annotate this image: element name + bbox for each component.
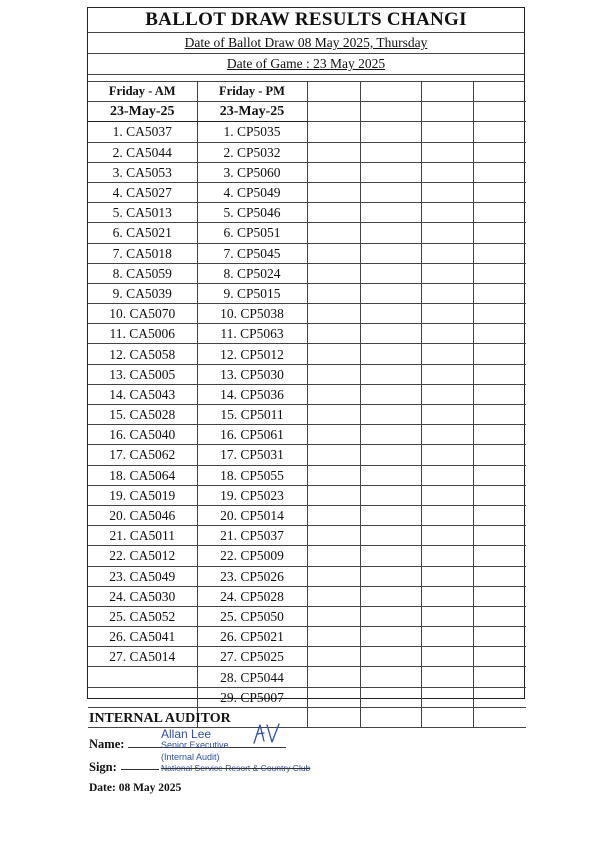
am-result-cell: 1. CA5037	[88, 122, 197, 142]
pm-result-cell: 2. CP5032	[197, 142, 307, 162]
ballot-draw-date-row	[88, 33, 524, 54]
pm-result-cell: 15. CP5011	[197, 405, 307, 425]
empty-cell	[473, 82, 526, 102]
empty-cell	[307, 263, 360, 283]
empty-cell	[421, 102, 473, 122]
result-row	[88, 162, 526, 182]
pm-result-cell: 27. CP5025	[197, 647, 307, 667]
empty-cell	[421, 505, 473, 525]
empty-cell	[473, 122, 526, 142]
empty-cell	[88, 687, 197, 707]
pm-session-header: Friday - PM	[197, 82, 307, 102]
empty-cell	[473, 384, 526, 404]
empty-cell	[88, 667, 197, 687]
date-header-row	[88, 102, 526, 122]
am-result-cell: 6. CA5021	[88, 223, 197, 243]
empty-cell	[421, 182, 473, 202]
pm-result-cell: 18. CP5055	[197, 465, 307, 485]
result-row	[88, 485, 526, 505]
empty-cell	[360, 364, 421, 384]
empty-cell	[307, 647, 360, 667]
empty-cell	[473, 324, 526, 344]
am-result-cell: 15. CA5028	[88, 405, 197, 425]
empty-cell	[307, 586, 360, 606]
pm-result-cell: 13. CP5030	[197, 364, 307, 384]
empty-cell	[421, 566, 473, 586]
am-result-cell: 13. CA5005	[88, 364, 197, 384]
empty-cell	[307, 344, 360, 364]
pm-result-cell: 28. CP5044	[197, 667, 307, 687]
empty-cell	[421, 82, 473, 102]
header-spacer	[88, 75, 524, 82]
empty-cell	[360, 647, 421, 667]
empty-cell	[473, 243, 526, 263]
empty-cell	[473, 586, 526, 606]
result-row	[88, 526, 526, 546]
empty-cell	[421, 203, 473, 223]
empty-cell	[307, 283, 360, 303]
empty-cell	[421, 223, 473, 243]
am-result-cell: 22. CA5012	[88, 546, 197, 566]
result-row	[88, 586, 526, 606]
result-row	[88, 344, 526, 364]
empty-cell	[360, 344, 421, 364]
game-date-row	[88, 54, 524, 75]
result-row	[88, 667, 526, 687]
name-label: Name:	[89, 737, 125, 751]
empty-cell	[473, 566, 526, 586]
empty-cell	[421, 707, 473, 727]
pm-result-cell: 29. CP5007	[197, 687, 307, 707]
empty-cell	[421, 687, 473, 707]
pm-result-cell: 16. CP5061	[197, 425, 307, 445]
empty-cell	[307, 122, 360, 142]
empty-cell	[473, 546, 526, 566]
empty-cell	[307, 162, 360, 182]
empty-cell	[307, 425, 360, 445]
game-date: Date of Game : 23 May 2025	[226, 56, 386, 71]
empty-cell	[421, 606, 473, 626]
empty-cell	[307, 203, 360, 223]
pm-result-cell: 6. CP5051	[197, 223, 307, 243]
empty-cell	[360, 667, 421, 687]
pm-result-cell: 4. CP5049	[197, 182, 307, 202]
empty-cell	[360, 263, 421, 283]
empty-cell	[473, 223, 526, 243]
empty-cell	[473, 707, 526, 727]
result-row	[88, 122, 526, 142]
ballot-draw-date: Date of Ballot Draw 08 May 2025, Thursday	[184, 35, 428, 50]
empty-cell	[360, 485, 421, 505]
empty-cell	[360, 203, 421, 223]
pm-result-cell: 19. CP5023	[197, 485, 307, 505]
am-result-cell: 4. CA5027	[88, 182, 197, 202]
result-row	[88, 304, 526, 324]
pm-result-cell: 22. CP5009	[197, 546, 307, 566]
stamp-title: Senior Executive	[161, 740, 229, 750]
empty-cell	[421, 122, 473, 142]
empty-cell	[421, 142, 473, 162]
empty-cell	[307, 707, 360, 727]
am-result-cell: 25. CA5052	[88, 606, 197, 626]
empty-cell	[421, 344, 473, 364]
empty-cell	[473, 304, 526, 324]
empty-cell	[421, 546, 473, 566]
result-row	[88, 687, 526, 707]
stamp-dept: (Internal Audit)	[161, 752, 220, 762]
empty-cell	[421, 445, 473, 465]
empty-cell	[473, 667, 526, 687]
empty-cell	[421, 162, 473, 182]
result-row	[88, 223, 526, 243]
pm-result-cell: 7. CP5045	[197, 243, 307, 263]
empty-cell	[307, 606, 360, 626]
pm-result-cell: 11. CP5063	[197, 324, 307, 344]
am-result-cell: 18. CA5064	[88, 465, 197, 485]
am-date-header: 23-May-25	[88, 102, 197, 122]
pm-result-cell: 24. CP5028	[197, 586, 307, 606]
result-row	[88, 142, 526, 162]
empty-cell	[360, 687, 421, 707]
empty-cell	[473, 465, 526, 485]
empty-cell	[360, 505, 421, 525]
am-session-header: Friday - AM	[88, 82, 197, 102]
am-result-cell: 10. CA5070	[88, 304, 197, 324]
am-result-cell: 27. CA5014	[88, 647, 197, 667]
result-row	[88, 405, 526, 425]
empty-cell	[360, 304, 421, 324]
empty-cell	[307, 667, 360, 687]
empty-cell	[421, 243, 473, 263]
empty-cell	[360, 324, 421, 344]
empty-cell	[307, 324, 360, 344]
empty-cell	[473, 162, 526, 182]
empty-cell	[360, 627, 421, 647]
empty-cell	[473, 505, 526, 525]
empty-cell	[473, 485, 526, 505]
empty-cell	[307, 384, 360, 404]
empty-cell	[307, 546, 360, 566]
am-result-cell: 16. CA5040	[88, 425, 197, 445]
pm-result-cell: 25. CP5050	[197, 606, 307, 626]
pm-result-cell: 12. CP5012	[197, 344, 307, 364]
internal-auditor-heading: INTERNAL AUDITOR	[89, 711, 231, 726]
result-row	[88, 203, 526, 223]
empty-cell	[360, 243, 421, 263]
empty-cell	[473, 102, 526, 122]
am-result-cell: 7. CA5018	[88, 243, 197, 263]
result-row	[88, 263, 526, 283]
result-row	[88, 364, 526, 384]
am-result-cell: 9. CA5039	[88, 283, 197, 303]
empty-cell	[473, 687, 526, 707]
am-result-cell: 26. CA5041	[88, 627, 197, 647]
stamp-org: National Service Resort & Country Club	[161, 763, 311, 773]
empty-cell	[307, 364, 360, 384]
pm-result-cell: 10. CP5038	[197, 304, 307, 324]
result-row	[88, 647, 526, 667]
pm-result-cell: 21. CP5037	[197, 526, 307, 546]
empty-cell	[307, 142, 360, 162]
empty-cell	[473, 142, 526, 162]
session-header-row	[88, 82, 526, 102]
am-result-cell: 11. CA5006	[88, 324, 197, 344]
empty-cell	[473, 526, 526, 546]
empty-cell	[360, 465, 421, 485]
document-title: BALLOT DRAW RESULTS CHANGI	[88, 8, 524, 33]
empty-cell	[360, 425, 421, 445]
sign-line	[121, 757, 159, 770]
empty-cell	[421, 586, 473, 606]
result-row	[88, 425, 526, 445]
empty-cell	[473, 182, 526, 202]
empty-cell	[473, 405, 526, 425]
empty-cell	[307, 405, 360, 425]
empty-cell	[307, 82, 360, 102]
am-result-cell: 14. CA5043	[88, 384, 197, 404]
empty-cell	[360, 566, 421, 586]
empty-cell	[421, 405, 473, 425]
empty-cell	[307, 505, 360, 525]
empty-cell	[307, 223, 360, 243]
result-row	[88, 606, 526, 626]
ballot-results-sheet	[87, 7, 525, 705]
empty-cell	[473, 627, 526, 647]
am-result-cell: 23. CA5049	[88, 566, 197, 586]
empty-cell	[307, 243, 360, 263]
empty-cell	[473, 283, 526, 303]
pm-date-header: 23-May-25	[197, 102, 307, 122]
result-row	[88, 384, 526, 404]
am-result-cell: 5. CA5013	[88, 203, 197, 223]
empty-cell	[360, 102, 421, 122]
pm-result-cell: 8. CP5024	[197, 263, 307, 283]
empty-cell	[421, 485, 473, 505]
am-result-cell: 21. CA5011	[88, 526, 197, 546]
result-row	[88, 243, 526, 263]
empty-cell	[421, 263, 473, 283]
empty-cell	[307, 566, 360, 586]
am-result-cell: 19. CA5019	[88, 485, 197, 505]
result-row	[88, 546, 526, 566]
empty-cell	[473, 425, 526, 445]
empty-cell	[421, 647, 473, 667]
empty-cell	[360, 707, 421, 727]
empty-cell	[307, 526, 360, 546]
empty-cell	[360, 182, 421, 202]
empty-cell	[473, 647, 526, 667]
empty-cell	[473, 445, 526, 465]
empty-cell	[360, 122, 421, 142]
empty-cell	[360, 82, 421, 102]
empty-cell	[360, 586, 421, 606]
empty-cell	[421, 324, 473, 344]
empty-cell	[360, 445, 421, 465]
signature-date: Date: 08 May 2025	[89, 782, 182, 794]
empty-cell	[421, 526, 473, 546]
empty-cell	[473, 344, 526, 364]
pm-result-cell: 26. CP5021	[197, 627, 307, 647]
empty-cell	[360, 142, 421, 162]
am-result-cell: 12. CA5058	[88, 344, 197, 364]
empty-cell	[421, 364, 473, 384]
am-result-cell: 17. CA5062	[88, 445, 197, 465]
empty-cell	[421, 283, 473, 303]
empty-cell	[360, 546, 421, 566]
result-row	[88, 182, 526, 202]
empty-cell	[307, 687, 360, 707]
pm-result-cell: 3. CP5060	[197, 162, 307, 182]
pm-result-cell: 17. CP5031	[197, 445, 307, 465]
am-result-cell: 2. CA5044	[88, 142, 197, 162]
result-row	[88, 505, 526, 525]
empty-cell	[307, 102, 360, 122]
pm-result-cell: 14. CP5036	[197, 384, 307, 404]
stamp-name: Allan Lee	[161, 727, 212, 741]
result-row	[88, 324, 526, 344]
am-result-cell: 8. CA5059	[88, 263, 197, 283]
result-row	[88, 465, 526, 485]
pm-result-cell: 1. CP5035	[197, 122, 307, 142]
result-row	[88, 283, 526, 303]
result-row	[88, 627, 526, 647]
empty-cell	[473, 364, 526, 384]
empty-cell	[421, 627, 473, 647]
empty-cell	[421, 667, 473, 687]
result-row	[88, 445, 526, 465]
empty-cell	[360, 405, 421, 425]
pm-result-cell: 23. CP5026	[197, 566, 307, 586]
pm-result-cell: 5. CP5046	[197, 203, 307, 223]
empty-cell	[307, 465, 360, 485]
empty-cell	[473, 263, 526, 283]
empty-cell	[473, 203, 526, 223]
empty-cell	[307, 445, 360, 465]
empty-cell	[360, 283, 421, 303]
empty-cell	[360, 526, 421, 546]
signature-mark	[252, 722, 282, 746]
pm-result-cell: 20. CP5014	[197, 505, 307, 525]
empty-cell	[421, 425, 473, 445]
result-row	[88, 566, 526, 586]
empty-cell	[360, 606, 421, 626]
empty-cell	[473, 606, 526, 626]
am-result-cell: 24. CA5030	[88, 586, 197, 606]
am-result-cell: 20. CA5046	[88, 505, 197, 525]
empty-cell	[307, 304, 360, 324]
empty-cell	[421, 304, 473, 324]
empty-cell	[307, 485, 360, 505]
pm-result-cell: 9. CP5015	[197, 283, 307, 303]
results-table	[88, 82, 526, 728]
empty-cell	[360, 384, 421, 404]
empty-cell	[307, 627, 360, 647]
am-result-cell: 3. CA5053	[88, 162, 197, 182]
empty-cell	[421, 384, 473, 404]
empty-cell	[421, 465, 473, 485]
empty-cell	[360, 162, 421, 182]
sign-label: Sign:	[89, 760, 117, 774]
empty-cell	[360, 223, 421, 243]
empty-cell	[307, 182, 360, 202]
